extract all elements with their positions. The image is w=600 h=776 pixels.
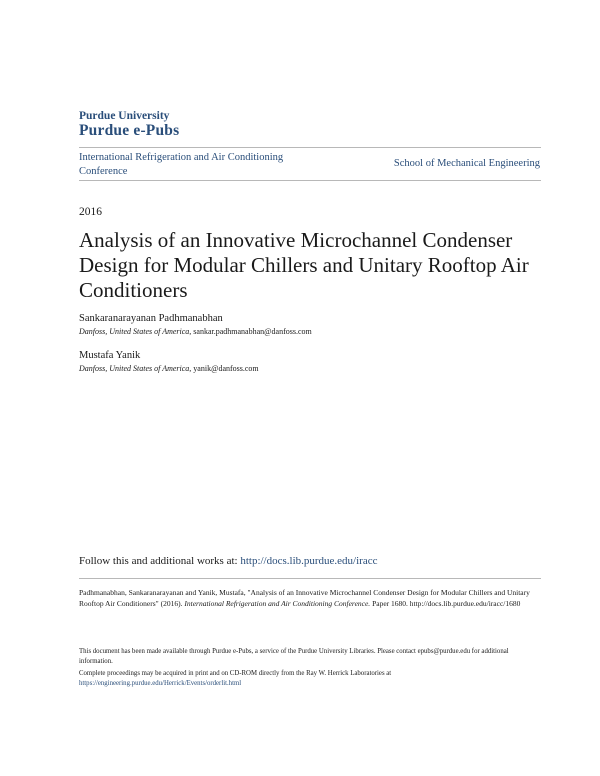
citation-venue: International Refrigeration and Air Conditioning Conference.	[184, 599, 371, 608]
publication-year: 2016	[79, 206, 102, 218]
divider-top	[79, 147, 541, 148]
author-name-2: Mustafa Yanik	[79, 350, 141, 361]
university-name: Purdue University	[79, 110, 170, 122]
paper-title: Analysis of an Innovative Microchannel Condenser Design for Modular Chillers and Unitary Rooftop Air Conditioners	[79, 228, 529, 302]
series-link[interactable]: International Refrigeration and Air Conditioning Conference	[79, 152, 284, 177]
notice-line-2-text: Complete proceedings may be acquired in print and on CD-ROM directly from the Ray W. Herrick Laboratories at	[79, 670, 392, 677]
author-affiliation-2: Danfoss, United States of America, yanik@danfoss.com	[79, 364, 259, 373]
citation-url[interactable]: http://docs.lib.purdue.edu/iracc/1680	[409, 599, 521, 608]
citation-text: Padhmanabhan, Sankaranarayanan and Yanik, Mustafa, "Analysis of an Innovative Microchannel Condenser Design for Modular Chillers and Unitary Rooftop Air Conditioners" (2016).	[79, 588, 530, 608]
citation-paper-number: Paper 1680.	[372, 599, 408, 608]
author-email-1[interactable]: sankar.padhmanabhan@danfoss.com	[193, 327, 312, 336]
author-affiliation-1: Danfoss, United States of America, sankar.padhmanabhan@danfoss.com	[79, 327, 312, 336]
follow-link[interactable]: http://docs.lib.purdue.edu/iracc	[240, 555, 378, 567]
repository-name[interactable]: Purdue e-Pubs	[79, 122, 180, 139]
divider-citation	[79, 578, 541, 579]
herrick-link[interactable]: https://engineering.purdue.edu/Herrick/Events/orderlit.html	[79, 680, 242, 687]
affiliation-text-2: Danfoss, United States of America	[79, 364, 190, 373]
school-link[interactable]: School of Mechanical Engineering	[393, 158, 540, 169]
follow-line	[79, 555, 377, 567]
notice-block	[79, 647, 541, 691]
follow-text: Follow this and additional works at:	[79, 555, 238, 567]
divider-bottom	[79, 180, 541, 181]
author-name-1: Sankaranarayanan Padhmanabhan	[79, 313, 223, 324]
citation-block	[79, 587, 541, 609]
affiliation-text-1: Danfoss, United States of America	[79, 327, 190, 336]
notice-line-1: This document has been made available through Purdue e-Pubs, a service of the Purdue University Libraries. Please contact epubs@purdue.edu for additional information.	[79, 648, 509, 665]
notice-line-2	[79, 669, 541, 689]
author-email-2[interactable]: yanik@danfoss.com	[193, 364, 259, 373]
